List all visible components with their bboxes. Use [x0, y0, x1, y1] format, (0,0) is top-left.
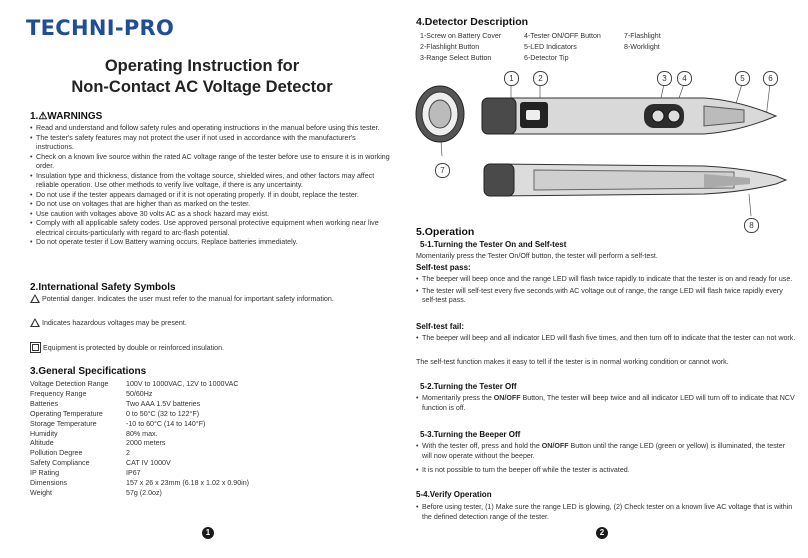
spec-key: Operating Temperature	[30, 409, 103, 418]
list-item: • The tester's safety features may not protect the user if not used in accordance with the manufacturer's instructions.	[30, 134, 392, 153]
list-item: • Before using tester, (1) Make sure the range LED is glowing, (2) Check tester on a known live AC voltage that is within the defined detection range of the tester.	[416, 503, 796, 522]
s3-title: 5-3.Turning the Beeper Off	[420, 430, 521, 439]
callout-3: 3	[657, 71, 672, 86]
table-row	[30, 400, 249, 410]
part-label: 4-Tester ON/OFF Button	[524, 32, 601, 40]
spec-key: Altitude	[30, 439, 54, 448]
self-test-note: The self-test function makes it easy to tell if the tester is in normal working condition or cannot work.	[416, 358, 729, 366]
symbol-danger-row	[30, 294, 334, 303]
s3-text-post: Button until the range LED (green or yellow) is illuminated, the tester will now operate without the beeper.	[422, 442, 786, 460]
spec-key: Weight	[30, 488, 52, 497]
list-item: • The beeper will beep once and the range LED will flash twice rapidly to indicate that the tester is on and ready for use.	[416, 275, 796, 285]
brand-logo: TECHNI-PRO	[26, 16, 175, 40]
page-title	[0, 56, 404, 98]
table-row	[30, 489, 249, 499]
callout-4: 4	[677, 71, 692, 86]
symbol-insulation-row	[30, 342, 224, 353]
s3-text-pre: With the tester off, press and hold the	[422, 442, 542, 450]
spec-value: CAT IV 1000V	[126, 459, 171, 468]
list-item	[416, 394, 796, 413]
symbol-danger-text: Potential danger. Indicates the user must refer to the manual for important safety information.	[42, 294, 334, 303]
spec-key: IP Rating	[30, 469, 60, 478]
spec-value: 2000 meters	[126, 439, 166, 448]
spec-value: Two AAA 1.5V batteries	[126, 399, 201, 408]
s1-intro: Momentarily press the Tester On/Off button, the tester will perform a self-test.	[416, 252, 658, 260]
s4-title: 5-4.Verify Operation	[416, 490, 492, 499]
spec-value: -10 to 60°C (14 to 140°F)	[126, 419, 206, 428]
specs-heading: 3.General Specifications	[30, 366, 147, 377]
s3-button-name: ON/OFF	[541, 442, 569, 450]
specs-table	[30, 380, 249, 499]
spec-key: Frequency Range	[30, 389, 87, 398]
list-item: • Do not use if the tester appears damaged or if it is not operating properly. If in doubt, replace the tester.	[30, 191, 392, 201]
list-item: • The beeper will beep and all indicator LED will flash five times, and then turn off to indicate that the tester can not work.	[416, 334, 796, 344]
list-item: • Comply with all applicable safety codes. Use approved personal protective equipment when working near live electrical circuits-particularly with regard to arc-flash potential.	[30, 219, 392, 238]
part-label: 5-LED Indicators	[524, 43, 577, 51]
table-row	[30, 439, 249, 449]
table-row	[30, 469, 249, 479]
title-line-2: Non-Contact AC Voltage Detector	[71, 78, 333, 96]
self-test-fail-label: Self-test fail:	[416, 322, 465, 331]
spec-value: 50/60Hz	[126, 389, 153, 398]
table-row	[30, 430, 249, 440]
spec-key: Safety Compliance	[30, 459, 90, 468]
table-row	[30, 459, 249, 469]
page-number: 1	[202, 527, 214, 539]
table-row	[30, 479, 249, 489]
table-row	[30, 410, 249, 420]
self-test-pass-label: Self-test pass:	[416, 263, 471, 272]
callout-5: 5	[735, 71, 750, 86]
table-row	[30, 420, 249, 430]
callout-6: 6	[763, 71, 778, 86]
table-row	[30, 449, 249, 459]
self-test-fail-list	[416, 334, 796, 344]
detector-body-bottom	[484, 164, 786, 196]
spec-key: Humidity	[30, 429, 58, 438]
spec-value: 80% max.	[126, 429, 158, 438]
spec-value: 57g (2.0oz)	[126, 488, 162, 497]
warnings-list	[30, 124, 392, 248]
part-label: 2-Flashlight Button	[420, 43, 480, 51]
list-item: • Read and understand and follow safety rules and operating instructions in the manual before using this tester.	[30, 124, 392, 134]
symbol-hazard-row	[30, 318, 187, 327]
spec-value: 100V to 1000VAC, 12V to 1000VAC	[126, 380, 239, 388]
list-item: • Check on a known live source within the rated AC voltage range of the tester before use to ensure it is in working order.	[30, 153, 392, 172]
callout-7: 7	[435, 163, 450, 178]
detector-col-2	[524, 31, 601, 64]
page-number: 2	[596, 527, 608, 539]
symbols-heading: 2.International Safety Symbols	[30, 282, 176, 293]
detector-col-3	[624, 31, 661, 53]
page-right	[404, 0, 808, 558]
part-label: 3-Range Select Button	[420, 54, 492, 62]
list-item: • It is not possible to turn the beeper off while the tester is activated.	[416, 466, 796, 476]
self-test-pass-list	[416, 275, 796, 306]
symbol-insulation-text: Equipment is protected by double or reinforced insulation.	[43, 343, 224, 352]
spec-key: Voltage Detection Range	[30, 380, 109, 388]
table-row	[30, 380, 249, 390]
s2-list	[416, 394, 796, 413]
callout-1: 1	[504, 71, 519, 86]
list-item: • The tester will self-test every five seconds with AC voltage out of range, the range LED will flash twice rapidly every self-test pass.	[416, 287, 796, 306]
title-line-1: Operating Instruction for	[104, 57, 300, 75]
s2-text-pre: Momentarily press the	[422, 394, 494, 402]
operation-heading: 5.Operation	[416, 226, 475, 238]
part-label: 8-Worklight	[624, 43, 660, 51]
detector-col-1	[420, 31, 501, 64]
s2-title: 5-2.Turning the Tester Off	[420, 382, 517, 391]
warnings-heading: 1.⚠WARNINGS	[30, 111, 103, 122]
spec-value: IP67	[126, 469, 141, 478]
table-row	[30, 390, 249, 400]
warning-triangle-icon	[30, 294, 40, 303]
spec-value: 0 to 50°C (32 to 122°F)	[126, 409, 200, 418]
spec-key: Dimensions	[30, 479, 68, 488]
symbol-hazard-text: Indicates hazardous voltages may be present.	[42, 318, 187, 327]
list-item	[416, 442, 796, 461]
part-label: 7-Flashlight	[624, 32, 661, 40]
spec-key: Storage Temperature	[30, 419, 97, 428]
double-insulation-icon	[30, 342, 41, 353]
detector-body-top	[482, 98, 776, 134]
s4-list	[416, 503, 796, 522]
spec-value: 157 x 26 x 23mm (6.18 x 1.02 x 0.90in)	[126, 479, 250, 488]
s2-button-name: ON/OFF	[493, 394, 521, 402]
s3-list	[416, 442, 796, 476]
hazard-triangle-icon	[30, 318, 40, 327]
detector-heading: 4.Detector Description	[416, 16, 529, 28]
s1-title: 5-1.Turning the Tester On and Self-test	[420, 240, 567, 249]
spec-key: Pollution Degree	[30, 449, 83, 458]
list-item: • Use caution with voltages above 30 volts AC as a shock hazard may exist.	[30, 210, 392, 220]
s2-text-post: Button, The tester will beep twice and all indicator LED will turn off to indicate that NCV function is off.	[422, 394, 795, 412]
callout-2: 2	[533, 71, 548, 86]
list-item: • Insulation type and thickness, distance from the voltage source, shielded wires, and other factors may affect reliable operation. Use other methods to verify live voltage, if there is any uncertainty.	[30, 172, 392, 191]
spec-key: Batteries	[30, 399, 58, 408]
end-view	[416, 86, 464, 142]
list-item: • Do not operate tester if Low Battery warning occurs. Replace batteries immediately.	[30, 238, 392, 248]
list-item: • Do not use on voltages that are higher than as marked on the tester.	[30, 200, 392, 210]
detector-illustration	[404, 66, 808, 232]
spec-value: 2	[126, 449, 130, 458]
part-label: 6-Detector Tip	[524, 54, 569, 62]
part-label: 1-Screw on Battery Cover	[420, 32, 502, 40]
callout-8: 8	[744, 218, 759, 233]
